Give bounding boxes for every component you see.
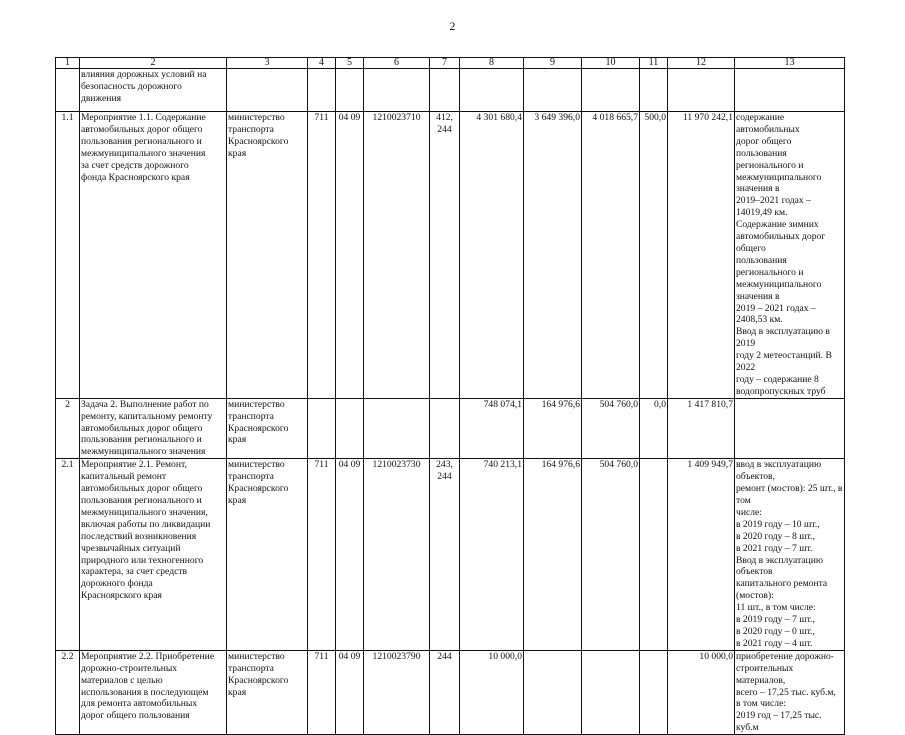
row-csr: [364, 69, 430, 112]
row-value: [640, 459, 668, 651]
column-header: 2: [80, 58, 227, 69]
row-result: [735, 398, 845, 459]
table-row: [56, 112, 845, 399]
row-number: [56, 69, 80, 112]
column-header: 12: [668, 58, 735, 69]
row-value: [582, 69, 640, 112]
row-total: 10 000,0: [668, 650, 735, 734]
row-executor: министерство транспорта Красноярского края: [227, 398, 308, 459]
row-vr: [430, 69, 460, 112]
row-total: 11 970 242,1: [668, 112, 735, 399]
column-header: 6: [364, 58, 430, 69]
row-grbs: [308, 398, 336, 459]
row-description: Мероприятие 1.1. Содержание автомобильных дорог общего пользования регионального и межмуниципального значения за счет средств дорожного фонда Красноярского края: [80, 112, 227, 399]
row-number: 2: [56, 398, 80, 459]
row-rzpr: 04 09: [336, 459, 364, 651]
column-header: 4: [308, 58, 336, 69]
row-value: 504 760,0: [582, 459, 640, 651]
program-table: [55, 57, 845, 735]
row-csr: 1210023790: [364, 650, 430, 734]
row-value: [460, 69, 524, 112]
table-row: [56, 650, 845, 734]
row-value: [524, 650, 582, 734]
page-number: 2: [449, 19, 456, 33]
row-value: 164 976,6: [524, 459, 582, 651]
column-header: 1: [56, 58, 80, 69]
column-header: 8: [460, 58, 524, 69]
row-description: влияния дорожных условий на безопасность дорожного движения: [80, 69, 227, 112]
row-total: 1 417 810,7: [668, 398, 735, 459]
row-csr: 1210023710: [364, 112, 430, 399]
row-grbs: 711: [308, 650, 336, 734]
table-row: [56, 69, 845, 112]
row-description: Задача 2. Выполнение работ по ремонту, капитальному ремонту автомобильных дорог общего пользования регионального и межмуниципального значения: [80, 398, 227, 459]
row-description: Мероприятие 2.1. Ремонт, капитальный ремонт автомобильных дорог общего пользования регионального и межмуниципального значения, включая работы по ликвидации последствий возникновения чрезвычайных ситуаций природного или техногенного характера, за счет средств дорожного фонда Красноярского края: [80, 459, 227, 651]
row-value: 4 301 680,4: [460, 112, 524, 399]
column-header: 9: [524, 58, 582, 69]
row-result: [735, 69, 845, 112]
row-rzpr: 04 09: [336, 112, 364, 399]
row-result: приобретение дорожно- строительных материалов, всего – 17,25 тыс. куб.м, в том числе: 2019 год – 17,25 тыс. куб.м: [735, 650, 845, 734]
column-header: 13: [735, 58, 845, 69]
column-header: 11: [640, 58, 668, 69]
row-csr: 1210023730: [364, 459, 430, 651]
row-value: [524, 69, 582, 112]
row-grbs: [308, 69, 336, 112]
row-value: 164 976,6: [524, 398, 582, 459]
row-rzpr: 04 09: [336, 650, 364, 734]
column-header: 10: [582, 58, 640, 69]
row-executor: министерство транспорта Красноярского края: [227, 650, 308, 734]
row-value: 504 760,0: [582, 398, 640, 459]
row-value: 3 649 396,0: [524, 112, 582, 399]
row-value: [640, 69, 668, 112]
row-executor: министерство транспорта Красноярского края: [227, 459, 308, 651]
row-rzpr: [336, 69, 364, 112]
row-grbs: 711: [308, 459, 336, 651]
row-vr: 412, 244: [430, 112, 460, 399]
row-value: 500,0: [640, 112, 668, 399]
row-executor: министерство транспорта Красноярского края: [227, 112, 308, 399]
row-value: 4 018 665,7: [582, 112, 640, 399]
column-header: 7: [430, 58, 460, 69]
row-value: 10 000,0: [460, 650, 524, 734]
row-csr: [364, 398, 430, 459]
row-value: 740 213,1: [460, 459, 524, 651]
row-number: 1.1: [56, 112, 80, 399]
table-row: [56, 459, 845, 651]
row-number: 2.1: [56, 459, 80, 651]
row-grbs: 711: [308, 112, 336, 399]
row-value: 748 074,1: [460, 398, 524, 459]
row-number: 2.2: [56, 650, 80, 734]
row-result: ввод в эксплуатацию объектов, ремонт (мостов): 25 шт., в том числе: в 2019 году – 10 шт., в 2020 году – 8 шт., в 2021 году – 7 шт. Ввод в эксплуатацию объектов капитального ремонта (мостов): 11 шт., в том числе: в 2019 году – 7 шт., в 2020 году – 0 шт., в 2021 году – 4 шт.: [735, 459, 845, 651]
table-row: [56, 398, 845, 459]
row-result: содержание автомобильных дорог общего пользования регионального и межмуниципального значения в 2019–2021 годах – 14019,49 км. Содержание зимних автомобильных дорог общего пользования регионального и межмуниципального значения в 2019 – 2021 годах – 2408,53 км. Ввод в эксплуатацию в 2019 году 2 метеостанций. В 2022 году – содержание 8 водопропускных труб: [735, 112, 845, 399]
row-rzpr: [336, 398, 364, 459]
row-value: 0,0: [640, 398, 668, 459]
row-value: [582, 650, 640, 734]
row-total: 1 409 949,7: [668, 459, 735, 651]
column-header: 3: [227, 58, 308, 69]
row-executor: [227, 69, 308, 112]
row-vr: 243, 244: [430, 459, 460, 651]
row-vr: 244: [430, 650, 460, 734]
row-value: [640, 650, 668, 734]
row-description: Мероприятие 2.2. Приобретение дорожно-строительных материалов с целью использования в последующем для ремонта автомобильных дорог общего пользования: [80, 650, 227, 734]
row-vr: [430, 398, 460, 459]
column-header-row: [56, 58, 845, 69]
row-total: [668, 69, 735, 112]
column-header: 5: [336, 58, 364, 69]
